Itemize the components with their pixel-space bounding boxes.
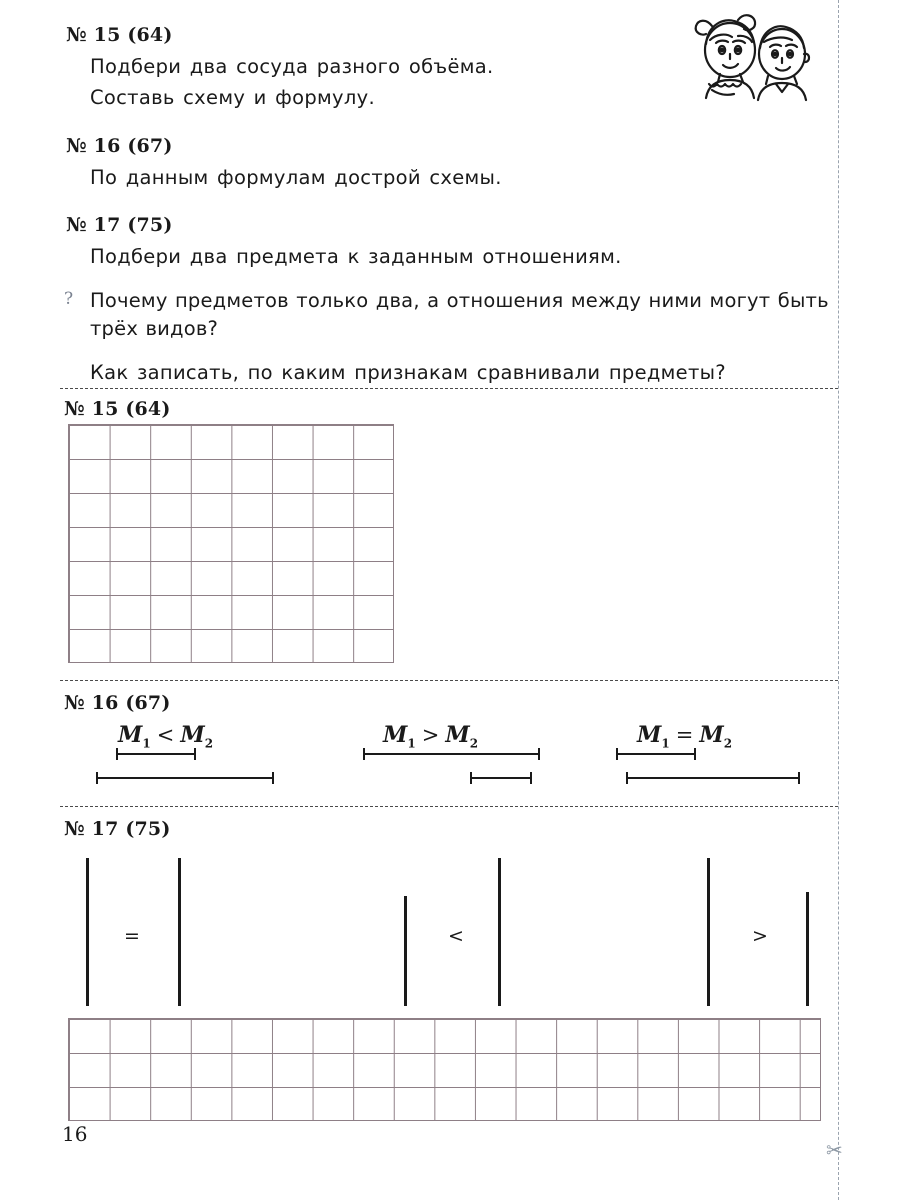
- question-mark-icon: ?: [64, 289, 74, 309]
- bar-pair1-left: [86, 858, 89, 1006]
- formula-1-op: <: [156, 723, 175, 747]
- formula-3-op: =: [675, 723, 694, 747]
- bar-pair1-right: [178, 858, 181, 1006]
- answer-grid-17[interactable]: [68, 1018, 821, 1121]
- task-heading-17: № 17 (75): [66, 213, 173, 236]
- scissors-icon: ✂: [826, 1138, 843, 1162]
- instructions-block: [60, 24, 830, 389]
- closing-question: Как записать, по каким признакам сравнивали предметы?: [90, 360, 726, 384]
- question-block: [64, 287, 830, 344]
- task-16-line-1: По данным формулам дострой схемы.: [90, 165, 502, 189]
- relation-sign-2: <: [448, 925, 464, 947]
- segment-16-a-bottom: [96, 772, 274, 784]
- page-number: 16: [62, 1122, 88, 1146]
- question-text: Почему предметов только два, а отношения между ними могут быть трёх видов?: [90, 289, 829, 341]
- formula-2: [383, 722, 478, 750]
- answer-grid-15[interactable]: [68, 424, 394, 663]
- formula-2-left: M: [383, 722, 408, 748]
- formula-2-right-sub: 2: [469, 736, 479, 751]
- formula-3-left-sub: 1: [661, 736, 670, 751]
- formula-1-right: M: [180, 722, 205, 748]
- work-section-label-17: № 17 (75): [64, 818, 171, 840]
- formula-1-left: M: [118, 722, 143, 748]
- relation-sign-3: >: [752, 925, 768, 947]
- bar-pair3-left: [707, 858, 710, 1006]
- segment-16-a-top: [116, 748, 196, 760]
- formula-2-right: M: [445, 722, 470, 748]
- formula-3: [637, 722, 732, 750]
- bar-pair3-right: [806, 892, 809, 1006]
- cut-guide-line: [838, 0, 839, 1200]
- formula-1-right-sub: 2: [204, 736, 214, 751]
- formula-2-left-sub: 1: [407, 736, 416, 751]
- formula-2-op: >: [421, 723, 440, 747]
- formula-3-right: M: [699, 722, 724, 748]
- work-section-label-16: № 16 (67): [64, 692, 171, 714]
- task-15-line-2: Составь схему и формулу.: [90, 86, 375, 110]
- formula-1: [118, 722, 213, 750]
- task-17-line-1: Подбери два предмета к заданным отношениям.: [90, 244, 622, 268]
- work-section-label-15: № 15 (64): [64, 398, 171, 420]
- task-heading-15: № 15 (64): [66, 24, 173, 46]
- formula-3-right-sub: 2: [723, 736, 733, 751]
- bar-pair2-right: [498, 858, 501, 1006]
- bar-pair2-left: [404, 896, 407, 1006]
- formula-1-left-sub: 1: [142, 736, 151, 751]
- formula-3-left: M: [637, 722, 662, 748]
- segment-16-b-top: [363, 748, 540, 760]
- segment-16-c-top: [616, 748, 696, 760]
- segment-16-b-bottom: [470, 772, 532, 784]
- separator-3: [60, 806, 838, 807]
- segment-16-c-bottom: [626, 772, 800, 784]
- task-heading-16: № 16 (67): [66, 134, 173, 157]
- relation-sign-1: =: [124, 925, 140, 947]
- separator-1: [60, 388, 838, 389]
- separator-2: [60, 680, 838, 681]
- task-15-line-1: Подбери два сосуда разного объёма.: [90, 55, 494, 78]
